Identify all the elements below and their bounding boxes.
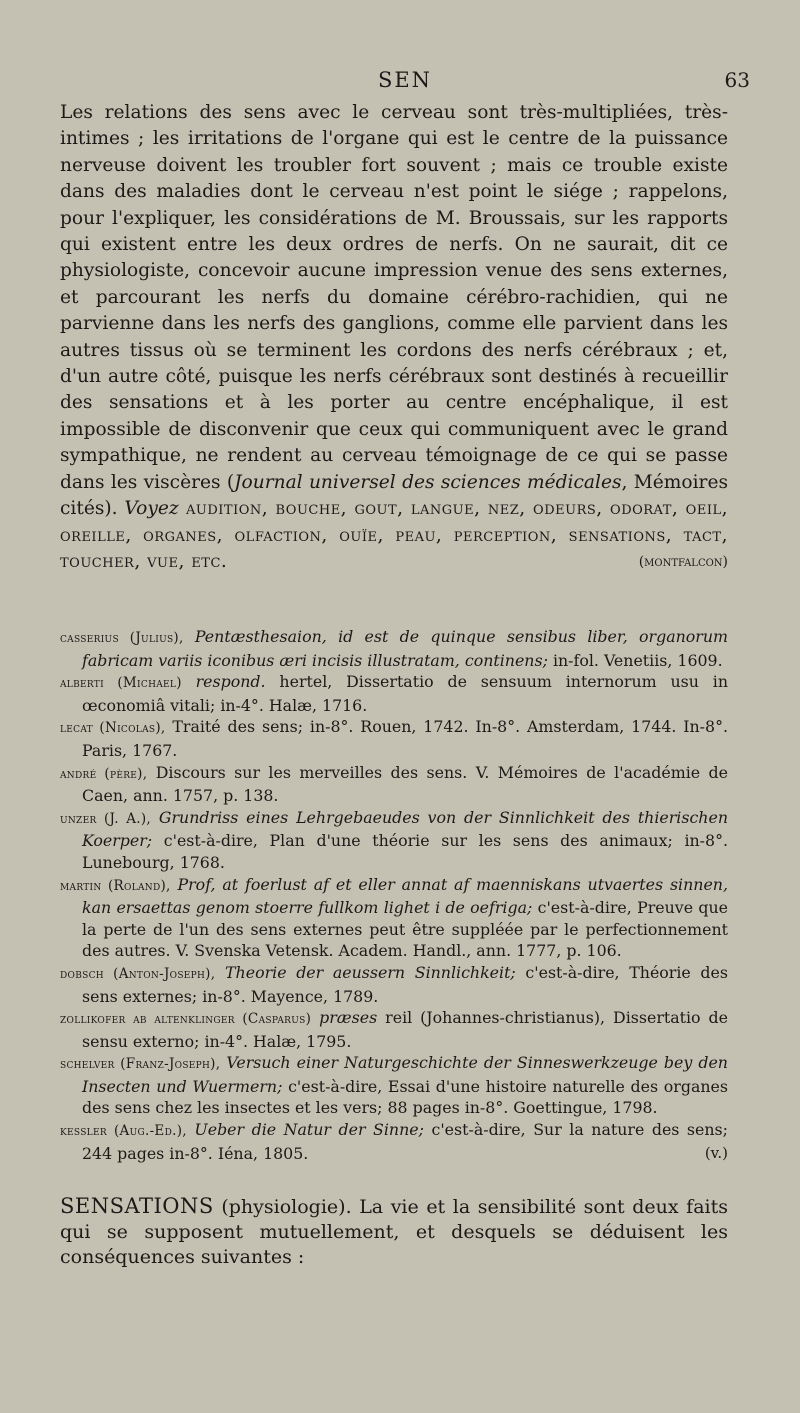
entry-title: Grundriss eines Lehrgebaeudes von der Sinnlichkeit des thierischen Koerper; [82,807,728,851]
bibliography-entry [60,962,728,1007]
running-header [60,68,750,98]
entry-title: Prof, at foerlust af et eller annat af maenniskans utvaertes sinnen, kan ersaettas genom stoerre fullkom lighet i de oefriga; [82,874,728,918]
entry-author: kessler (Aug.-Ed.), [60,1123,187,1140]
bibliography-entry [60,716,728,761]
entry-details: Discours sur les merveilles des sens. V. Mémoires de l'académie de Caen, ann. 1757, p. 138. [82,762,728,806]
bibliography-entry [60,762,728,807]
entry-author: unzer (J. A.), [60,810,152,827]
entry-details: c'est-à-dire, Plan d'une théorie sur les sens des animaux; in-8°. Lunebourg, 1768. [82,831,728,872]
entry-title: Theorie der aeussern Sinnlichkeit; [225,962,516,982]
article-heading: SENSATIONS [60,1194,214,1218]
entry-details: in-fol. Venetiis, 1609. [547,650,723,670]
entry-author: martin (Roland), [60,877,171,894]
entry-author: lecat (Nicolas), [60,720,166,737]
bibliography-signature: (v.) [704,1144,728,1163]
entry-details: c'est-à-dire, Sur la nature des sens; 244 pages in-8°. Iéna, 1805. [82,1120,728,1163]
entry-author: andré (père), [60,765,148,782]
entry-details: c'est-à-dire, Théorie des sens externes; in-8°. Mayence, 1789. [82,962,728,1006]
bibliography-entry [60,626,728,671]
article-qualifier: (physiologie). [221,1196,352,1218]
author-signature: (montfalcon) [638,554,728,571]
entry-author: alberti (Michael) [60,675,182,692]
bibliography-entry [60,807,728,874]
voyez-word: Voyez [124,498,179,520]
bibliography-entry [60,1007,728,1052]
journal-title: Journal universel des sciences médicales [234,471,622,493]
entry-author: schelver (Franz-Joseph), [60,1056,221,1073]
main-paragraph [60,100,728,576]
article-text: La vie et la sensibilité sont deux faits qui se supposent mutuellement, et desquels se déduisent les conséquences suivantes : [60,1196,728,1268]
entry-details: reil (Johannes-christianus), Dissertatio de sensu externo; in-4°. Halæ, 1795. [82,1008,728,1051]
entry-details: c'est-à-dire, Preuve que la perte de l'un des sens externes peut être suppléée par le perfectionnement des autres. V. Svenska Vetensk. Academ. Handl., ann. 1777, p. 106. [82,898,728,961]
entry-author: zollikofer ab altenklinger (Casparus) [60,1011,312,1028]
entry-title: Versuch einer Naturgeschichte der Sinneswerkzeuge bey den Insecten und Wuermern; [82,1053,728,1096]
entry-author: dobsch (Anton-Joseph), [60,965,216,982]
entry-details: Traité des sens; in-8°. Rouen, 1742. In-8°. Amsterdam, 1744. In-8°. Paris, 1767. [82,717,728,760]
cross-references: audition, bouche, gout, langue, nez, odeurs, odorat, oeil, oreille, organes, olfaction, ouïe, peau, perception, sensations, tact, toucher, vue, etc. [60,498,729,572]
entry-title: respond. [195,672,266,692]
entry-title: præses [319,1008,378,1028]
entry-details: c'est-à-dire, Essai d'une histoire naturelle des organes des sens chez les insectes et les vers; 88 pages in-8°. Goettingue, 1798. [82,1076,728,1118]
page-number: 63 [724,68,750,92]
running-title: SEN [377,68,433,92]
bibliography-entry [60,671,728,716]
entry-title: Ueber die Natur der Sinne; [194,1120,424,1140]
entry-title: Pentæsthesaion, id est de quinque sensibus liber, organorum fabricam variis iconibus æri incisis illustratam, continens; [82,627,728,670]
entry-details: hertel, Dissertatio de sensuum internorum usu in œconomiâ vitali; in-4°. Halæ, 1716. [82,672,728,715]
paragraph-text-continued: , Mémoires cités). [60,471,728,520]
bibliography-entry [60,874,728,962]
bibliography [60,626,728,1165]
paragraph-text: Les relations des sens avec le cerveau sont très-multipliées, très-intimes ; les irritations de l'organe qui est le centre de la puissance nerveuse doivent les troubler fort souvent ; mais ce trouble existe dans des maladies dont le cerveau n'est point le siége ; rappelons, pour l'expliquer, les considérations de M. Broussais, sur les rapports qui existent entre les deux ordres de nerfs. On ne saurait, dit ce physiologiste, concevoir aucune impression venue des sens externes, et parcourant les nerfs du domaine cérébro-rachidien, qui ne parvienne dans les nerfs des ganglions, comme elle parvient dans les autres tissus où se terminent les cordons des nerfs cérébraux ; et, d'un autre côté, puisque les nerfs cérébraux sont destinés à recueillir des sensations et à les porter au centre encéphalique, il est impossible de disconvenir que ceux qui communiquent avec le grand sympathique, ne rendent au cerveau témoignage de ce qui se passe dans les viscères ( [60,102,728,493]
bibliography-entry [60,1052,728,1119]
entry-author: casserius (Julius), [60,630,184,646]
sensations-article [60,1194,728,1270]
